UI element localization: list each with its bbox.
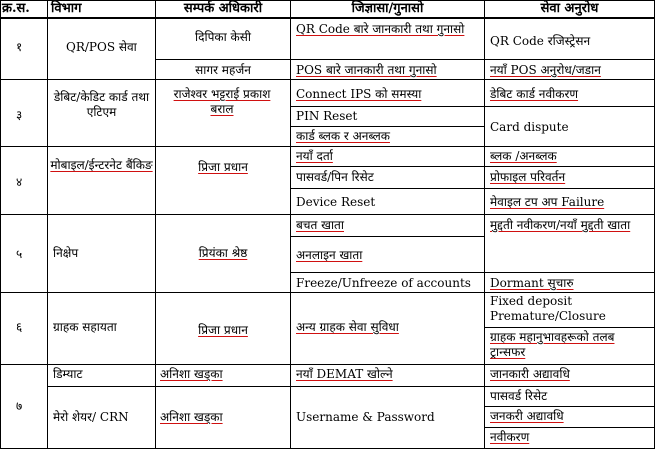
row-request: ब्लक /अनब्लक bbox=[490, 149, 557, 163]
row-department: मोबाइल/ईन्टरनेट बैंकिङ bbox=[50, 158, 153, 172]
row-request: Fixed deposit Premature/Closure bbox=[490, 294, 606, 323]
row-officer: राजेश्वर भट्टराई प्रकाश बराल bbox=[173, 87, 271, 116]
row-sn: ६ bbox=[16, 320, 23, 334]
row-border bbox=[0, 364, 655, 365]
row-request: जानकारी अद्यावधि bbox=[490, 367, 570, 381]
row-sn: ३ bbox=[16, 108, 23, 122]
row-inquiry: QR Code बारे जानकारी तथा गुनासो bbox=[296, 22, 465, 36]
row-sn: १ bbox=[16, 40, 23, 54]
row-border bbox=[484, 427, 655, 428]
row-officer: दिपिका केसी bbox=[195, 30, 251, 44]
row-inquiry: Username & Password bbox=[296, 410, 435, 424]
row-request: नयाँ POS अनुरोध/जडान bbox=[490, 63, 601, 77]
header-department: विभाग bbox=[51, 1, 82, 16]
row-request: डेबिट कार्ड नवीकरण bbox=[490, 87, 579, 101]
row-request: ग्राहक महानुभावहरूको तलब ट्रान्सफर bbox=[490, 330, 615, 359]
row-border bbox=[155, 59, 655, 60]
row-border bbox=[290, 126, 485, 127]
row-inquiry: कार्ड ब्लक र अनब्लक bbox=[296, 129, 390, 143]
row-department: ग्राहक सहायता bbox=[53, 320, 117, 334]
row-request: QR Code रजिस्ट्रेसन bbox=[490, 34, 591, 48]
row-border bbox=[0, 214, 655, 215]
row-request: जनकरी अद्यावधि bbox=[490, 409, 564, 423]
row-department: निक्षेप bbox=[53, 246, 79, 260]
col-border bbox=[654, 0, 655, 449]
row-inquiry: अनलाइन खाता bbox=[296, 248, 363, 262]
row-inquiry: POS बारे जानकारी तथा गुनासो bbox=[296, 63, 437, 77]
row-border bbox=[0, 292, 655, 293]
row-border bbox=[47, 386, 655, 387]
col-border bbox=[47, 0, 48, 449]
row-sn: ७ bbox=[16, 399, 23, 413]
row-request: मेवाइल टप अप Failure bbox=[490, 195, 605, 209]
row-department: QR/POS सेवा bbox=[66, 40, 137, 54]
row-inquiry: पासवर्ड/पिन रिसेट bbox=[296, 170, 374, 184]
row-inquiry: बचत खाता bbox=[296, 218, 344, 232]
row-border bbox=[290, 188, 655, 189]
row-border bbox=[484, 327, 655, 328]
row-request: Dormant सुचारु bbox=[490, 276, 574, 290]
row-border bbox=[290, 106, 655, 107]
row-inquiry: Connect IPS को समस्या bbox=[296, 87, 422, 101]
row-officer: अनिशा खड्का bbox=[160, 367, 223, 381]
row-officer: सागर महर्जन bbox=[195, 63, 251, 77]
row-sn: ४ bbox=[16, 175, 23, 189]
row-border bbox=[0, 146, 655, 147]
row-sn: ५ bbox=[16, 247, 23, 261]
row-inquiry: नयाँ DEMAT खोल्ने bbox=[296, 367, 393, 381]
row-inquiry: PIN Reset bbox=[296, 109, 358, 123]
col-border bbox=[290, 0, 291, 449]
row-inquiry: नयाँ दर्ता bbox=[296, 149, 333, 163]
col-border bbox=[0, 0, 1, 449]
row-border bbox=[484, 406, 655, 407]
col-border bbox=[484, 0, 485, 449]
row-border bbox=[290, 272, 655, 273]
header-inquiry: जिज्ञासा/गुनासो bbox=[351, 1, 424, 16]
row-department: डिम्याट bbox=[53, 367, 83, 381]
row-request: Card dispute bbox=[490, 120, 569, 134]
row-inquiry: Freeze/Unfreeze of accounts bbox=[296, 276, 471, 290]
row-border bbox=[290, 166, 655, 167]
row-department: मेरो शेयर/ CRN bbox=[53, 410, 129, 424]
row-officer: प्रिजा प्रधान bbox=[198, 323, 248, 337]
header-service-request: सेवा अनुरोध bbox=[540, 1, 599, 16]
row-officer: प्रिजा प्रधान bbox=[198, 160, 248, 174]
row-inquiry: Device Reset bbox=[296, 195, 376, 209]
row-border bbox=[0, 79, 655, 80]
row-request: नवीकरण bbox=[490, 430, 530, 444]
row-department: डेबिट/केडिट कार्ड तथा एटिएम bbox=[53, 90, 150, 119]
row-officer: अनिशा खड्का bbox=[160, 410, 223, 424]
row-request: मुद्दती नवीकरण/नयाँ मुद्दती खाता bbox=[490, 218, 631, 232]
row-officer: प्रियंका श्रेष्ठ bbox=[198, 246, 248, 260]
row-request: पासवर्ड रिसेट bbox=[490, 389, 548, 403]
row-border bbox=[0, 17, 655, 19]
row-border bbox=[290, 236, 485, 237]
row-inquiry: अन्य ग्राहक सेवा सुविधा bbox=[296, 320, 399, 334]
row-request: प्रोफाइल परिवर्तन bbox=[490, 170, 566, 184]
header-contact-officer: सम्पर्क अधिकारी bbox=[183, 1, 263, 16]
header-sn: क्र.स. bbox=[2, 1, 30, 16]
